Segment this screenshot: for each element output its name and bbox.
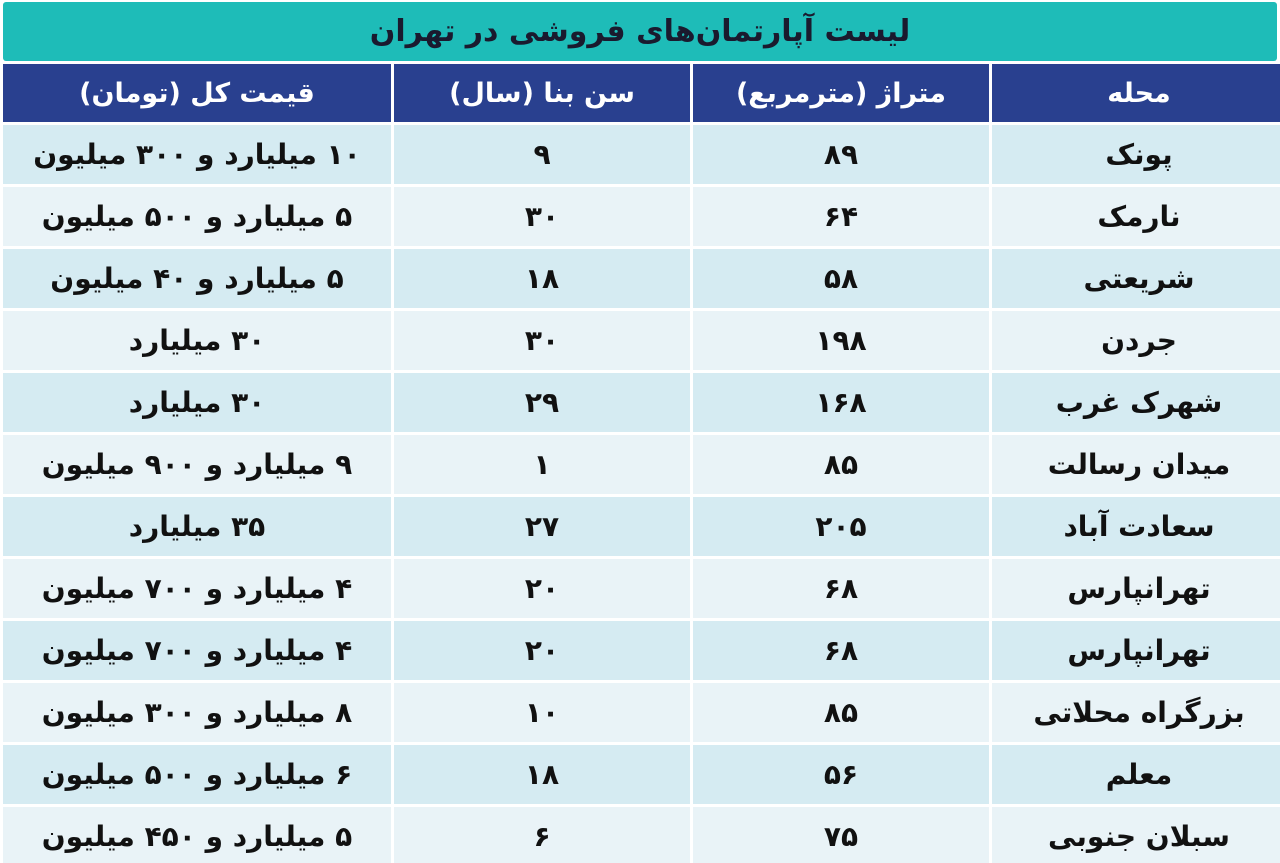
table-title: لیست آپارتمان‌های فروشی در تهران bbox=[369, 14, 911, 49]
table-row bbox=[3, 497, 1280, 556]
cell-neighborhood: پونک bbox=[992, 125, 1280, 184]
cell-total-price: ۳۵ میلیارد bbox=[3, 497, 391, 556]
cell-total-price: ۹ میلیارد و ۹۰۰ میلیون bbox=[3, 435, 391, 494]
cell-neighborhood: بزرگراه محلاتی bbox=[992, 683, 1280, 742]
cell-area: ۱۶۸ bbox=[693, 373, 989, 432]
cell-total-price: ۳۰ میلیارد bbox=[3, 373, 391, 432]
cell-building-age: ۱۸ bbox=[394, 745, 690, 804]
table-row bbox=[3, 807, 1280, 863]
cell-building-age: ۲۰ bbox=[394, 621, 690, 680]
header-building-age: سن بنا (سال) bbox=[394, 64, 690, 122]
cell-building-age: ۳۰ bbox=[394, 311, 690, 370]
cell-building-age: ۹ bbox=[394, 125, 690, 184]
table-row bbox=[3, 559, 1280, 618]
cell-building-age: ۱۰ bbox=[394, 683, 690, 742]
header-row bbox=[3, 64, 1280, 122]
cell-total-price: ۵ میلیارد و ۵۰۰ میلیون bbox=[3, 187, 391, 246]
cell-total-price: ۱۰ میلیارد و ۳۰۰ میلیون bbox=[3, 125, 391, 184]
cell-building-age: ۲۰ bbox=[394, 559, 690, 618]
cell-total-price: ۶ میلیارد و ۵۰۰ میلیون bbox=[3, 745, 391, 804]
header-area: متراژ (مترمربع) bbox=[693, 64, 989, 122]
cell-area: ۸۵ bbox=[693, 683, 989, 742]
table-row bbox=[3, 435, 1280, 494]
cell-area: ۶۸ bbox=[693, 559, 989, 618]
table-row bbox=[3, 187, 1280, 246]
cell-neighborhood: تهرانپارس bbox=[992, 559, 1280, 618]
apartments-table bbox=[0, 61, 1280, 863]
cell-neighborhood: سبلان جنوبی bbox=[992, 807, 1280, 863]
cell-neighborhood: جردن bbox=[992, 311, 1280, 370]
table-row bbox=[3, 745, 1280, 804]
table-body bbox=[3, 125, 1280, 863]
cell-total-price: ۵ میلیارد و ۴۵۰ میلیون bbox=[3, 807, 391, 863]
header-total-price: قیمت کل (تومان) bbox=[3, 64, 391, 122]
cell-neighborhood: شریعتی bbox=[992, 249, 1280, 308]
cell-building-age: ۶ bbox=[394, 807, 690, 863]
cell-neighborhood: نارمک bbox=[992, 187, 1280, 246]
cell-neighborhood: معلم bbox=[992, 745, 1280, 804]
table-row bbox=[3, 125, 1280, 184]
cell-area: ۵۶ bbox=[693, 745, 989, 804]
cell-area: ۵۸ bbox=[693, 249, 989, 308]
cell-total-price: ۵ میلیارد و ۴۰ میلیون bbox=[3, 249, 391, 308]
cell-area: ۸۵ bbox=[693, 435, 989, 494]
cell-total-price: ۸ میلیارد و ۳۰۰ میلیون bbox=[3, 683, 391, 742]
cell-total-price: ۴ میلیارد و ۷۰۰ میلیون bbox=[3, 621, 391, 680]
cell-building-age: ۲۷ bbox=[394, 497, 690, 556]
cell-area: ۸۹ bbox=[693, 125, 989, 184]
table-row bbox=[3, 621, 1280, 680]
cell-neighborhood: شهرک غرب bbox=[992, 373, 1280, 432]
cell-total-price: ۴ میلیارد و ۷۰۰ میلیون bbox=[3, 559, 391, 618]
cell-neighborhood: میدان رسالت bbox=[992, 435, 1280, 494]
cell-neighborhood: تهرانپارس bbox=[992, 621, 1280, 680]
header-neighborhood: محله bbox=[992, 64, 1280, 122]
table-row bbox=[3, 373, 1280, 432]
cell-area: ۶۴ bbox=[693, 187, 989, 246]
cell-area: ۲۰۵ bbox=[693, 497, 989, 556]
table-row bbox=[3, 683, 1280, 742]
table-row bbox=[3, 249, 1280, 308]
cell-building-age: ۱ bbox=[394, 435, 690, 494]
cell-area: ۶۸ bbox=[693, 621, 989, 680]
cell-neighborhood: سعادت آباد bbox=[992, 497, 1280, 556]
cell-area: ۱۹۸ bbox=[693, 311, 989, 370]
cell-area: ۷۵ bbox=[693, 807, 989, 863]
cell-total-price: ۳۰ میلیارد bbox=[3, 311, 391, 370]
table-row bbox=[3, 311, 1280, 370]
cell-building-age: ۲۹ bbox=[394, 373, 690, 432]
cell-building-age: ۳۰ bbox=[394, 187, 690, 246]
table-title-bar bbox=[3, 2, 1277, 61]
cell-building-age: ۱۸ bbox=[394, 249, 690, 308]
